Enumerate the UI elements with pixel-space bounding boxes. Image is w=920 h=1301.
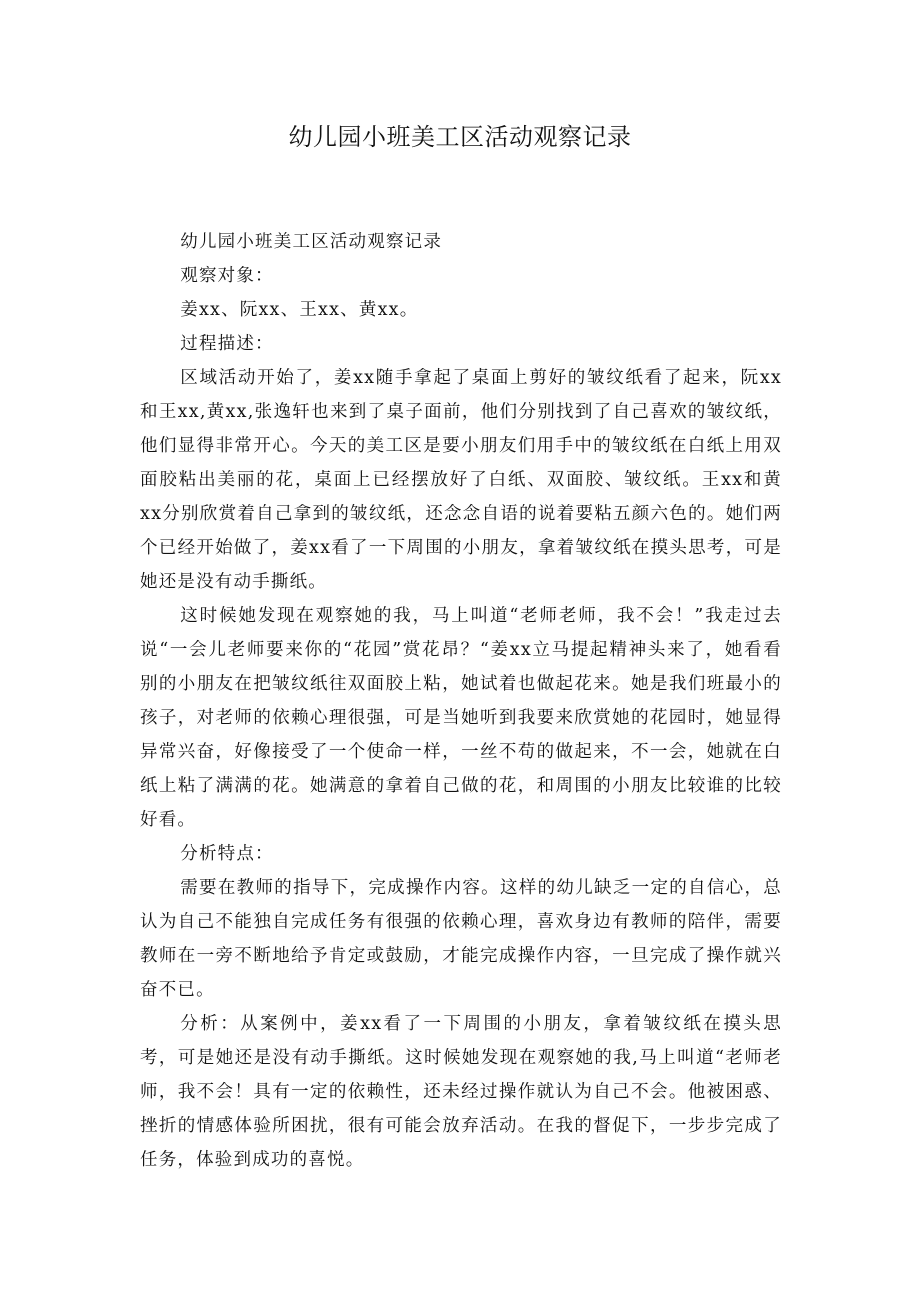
paragraph-analysis: 分析：从案例中，姜xx看了一下周围的小朋友，拿着皱纹纸在摸头思考，可是她还是没有动手撕纸。这时候她发现在观察她的我,马上叫道“老师老师，我不会！具有一定的依赖性，还未经过操作就认为自己不会。他被困惑、挫折的情感体验所困扰，很有可能会放弃活动。在我的督促下，一步步完成了任务，体验到成功的喜悦。 (140, 1014, 782, 1170)
paragraph-subtitle: 幼儿园小班美工区活动观察记录 (180, 232, 443, 252)
paragraph-observation-target-label: 观察对象： (180, 266, 274, 286)
paragraph-process-2: 这时候她发现在观察她的我，马上叫道“老师老师，我不会！”我走过去说“一会儿老师要来你的“花园”赏花昂？“姜xx立马提起精神头来了，她看看别的小朋友在把皱纹纸往双面胶上粘，她试着也做起花来。她是我们班最小的孩子，对老师的依赖心理很强，可是当她听到我要来欣赏她的花园时，她显得异常兴奋，好像接受了一个使命一样，一丝不苟的做起来，不一会，她就在白纸上粘了满满的花。她满意的拿着自己做的花，和周围的小朋友比较谁的比较好看。 (140, 606, 782, 830)
document-title: 幼儿园小班美工区活动观察记录 (288, 123, 632, 151)
paragraph-features-label: 分析特点： (180, 844, 274, 864)
document-body (140, 225, 782, 1177)
paragraph-observation-target: 姜xx、阮xx、王xx、黄xx。 (180, 300, 419, 320)
paragraph-features: 需要在教师的指导下，完成操作内容。这样的幼儿缺乏一定的自信心，总认为自己不能独自完成任务有很强的依赖心理，喜欢身边有教师的陪伴，需要教师在一旁不断地给予肯定或鼓励，才能完成操作内容，一旦完成了操作就兴奋不已。 (140, 878, 782, 1000)
paragraph-process-1: 区域活动开始了，姜xx随手拿起了桌面上剪好的皱纹纸看了起来，阮xx和王xx,黄xx,张逸轩也来到了桌子面前，他们分别找到了自己喜欢的皱纹纸，他们显得非常开心。今天的美工区是要小朋友们用手中的皱纹纸在白纸上用双面胶粘出美丽的花，桌面上已经摆放好了白纸、双面胶、皱纹纸。王xx和黄xx分别欣赏着自己拿到的皱纹纸，还念念自语的说着要粘五颜六色的。她们两个已经开始做了，姜xx看了一下周围的小朋友，拿着皱纹纸在摸头思考，可是她还是没有动手撕纸。 (140, 368, 782, 592)
paragraph-process-label: 过程描述： (180, 334, 274, 354)
